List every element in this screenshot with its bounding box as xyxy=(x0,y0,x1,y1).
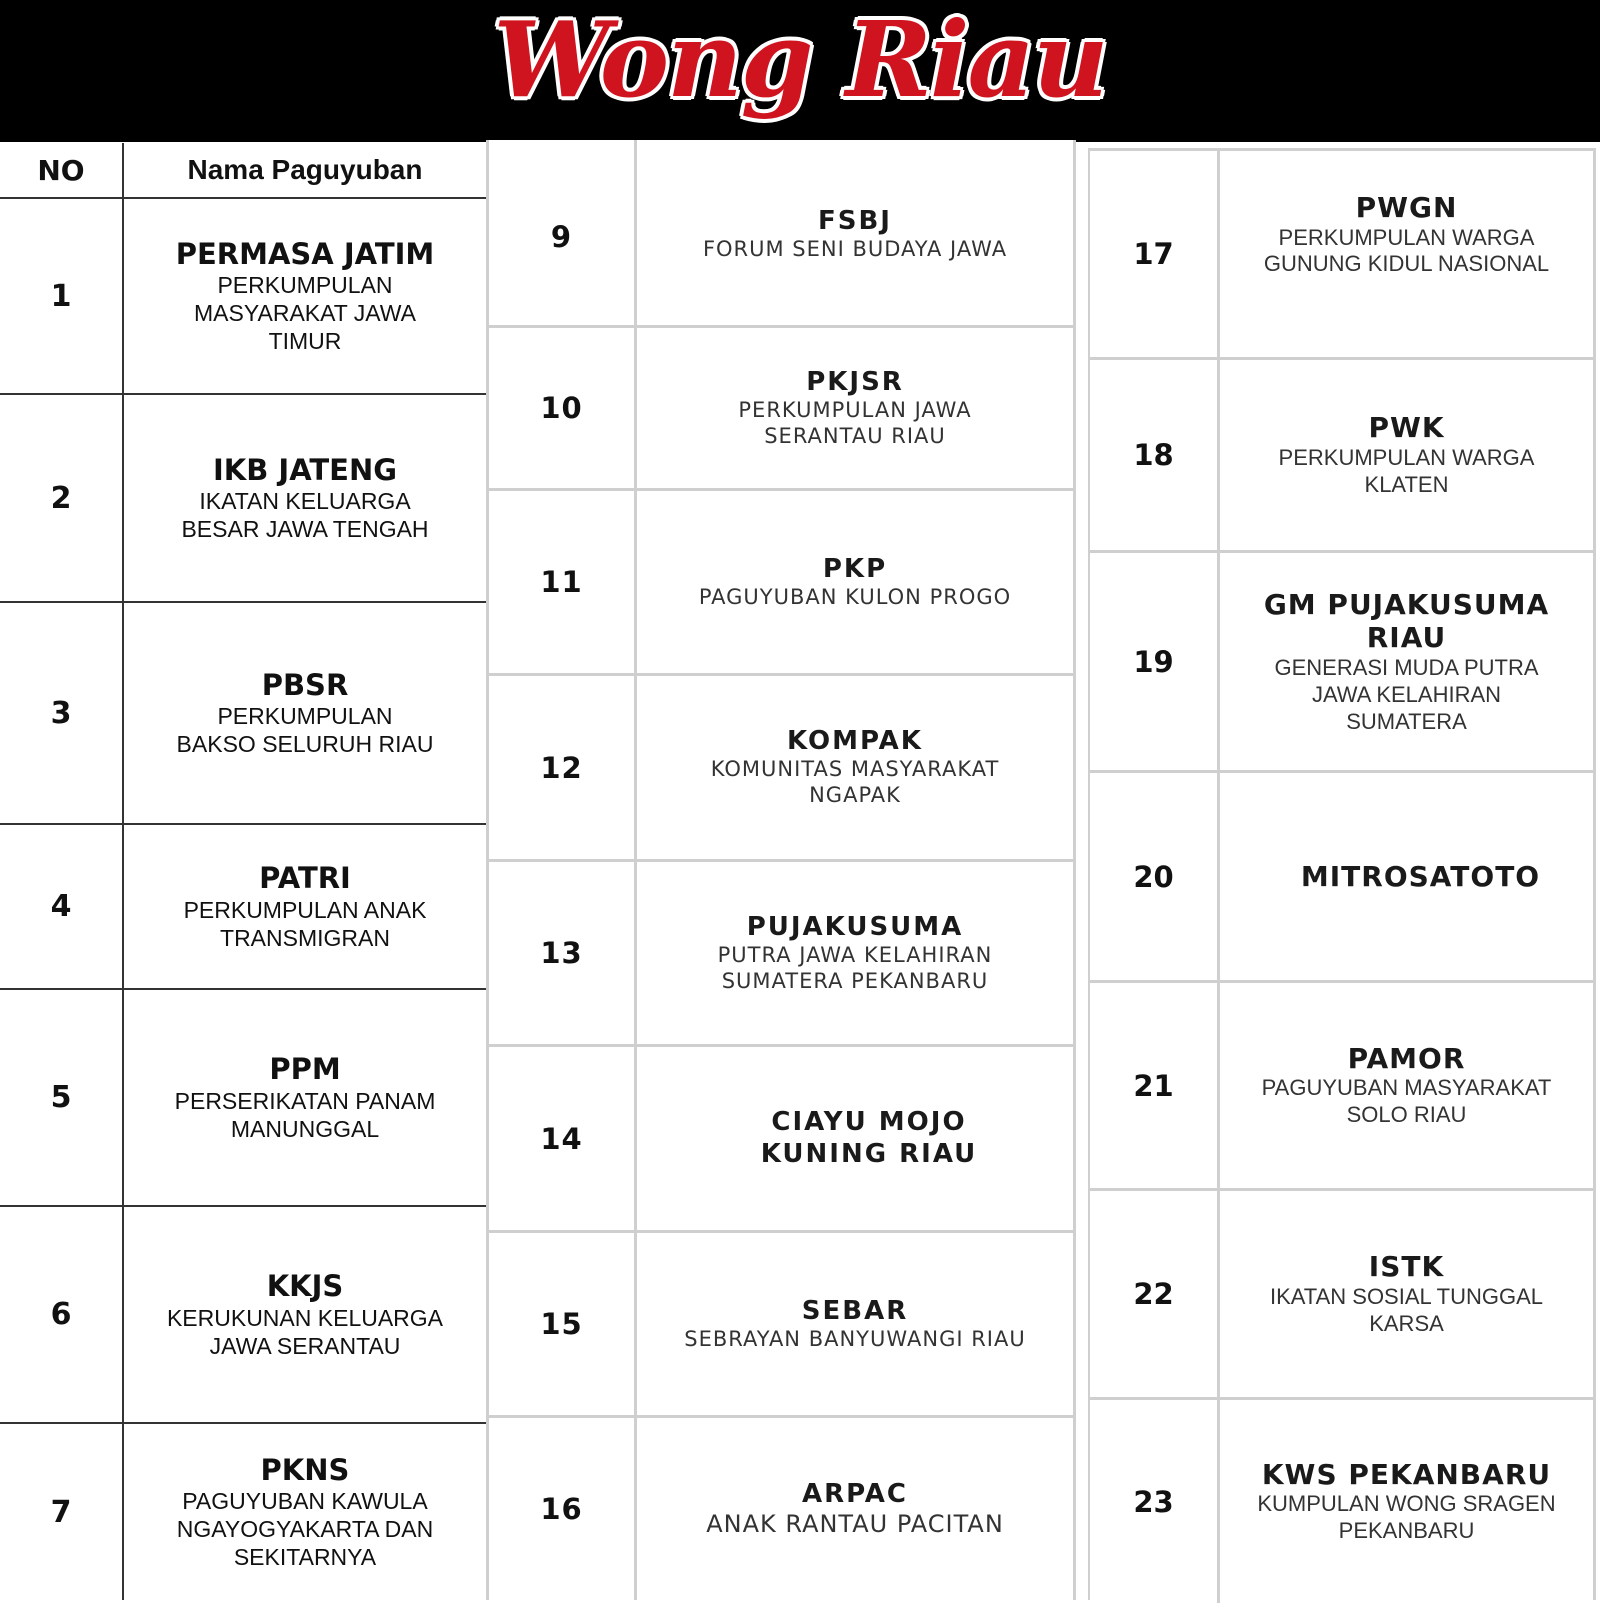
row-abbr: PUJAKUSUMA xyxy=(746,911,964,942)
row-full-name: PAGUYUBAN MASYARAKAT SOLO RIAU xyxy=(1261,1075,1552,1128)
table-column-3 xyxy=(1088,148,1596,1600)
row-name xyxy=(1220,553,1593,770)
row-full-name: KOMUNITAS MASYARAKAT NGAPAK xyxy=(710,757,1000,808)
row-full-name: IKATAN KELUARGA BESAR JAWA TENGAH xyxy=(181,488,429,543)
row-abbr: KKJS xyxy=(266,1269,344,1304)
table-row xyxy=(489,676,1073,862)
row-abbr: PPM xyxy=(269,1052,341,1087)
row-full-name: PERKUMPULAN WARGA GUNUNG KIDUL NASIONAL xyxy=(1263,224,1550,277)
row-number: 20 xyxy=(1090,773,1220,980)
row-name xyxy=(124,199,486,393)
row-abbr: KOMPAK xyxy=(787,726,923,757)
row-full-name: PERKUMPULAN JAWA SERANTAU RIAU xyxy=(738,397,972,448)
row-number: 4 xyxy=(0,825,124,988)
table-row xyxy=(0,395,486,603)
row-name xyxy=(1220,983,1593,1188)
row-abbr: PWGN xyxy=(1355,191,1458,224)
table-row xyxy=(489,328,1073,491)
row-name xyxy=(124,1207,486,1422)
row-number: 15 xyxy=(489,1233,637,1415)
row-abbr: GM PUJAKUSUMA RIAU xyxy=(1263,587,1550,655)
row-full-name: IKATAN SOSIAL TUNGGAL KARSA xyxy=(1269,1283,1544,1336)
row-full-name: PAGUYUBAN KULON PROGO xyxy=(698,584,1012,609)
row-full-name: PUTRA JAWA KELAHIRAN SUMATERA PEKANBARU xyxy=(717,942,993,993)
row-name xyxy=(637,1233,1073,1415)
header-no: NO xyxy=(0,143,124,197)
row-abbr: FSBJ xyxy=(818,206,892,236)
row-abbr: PKP xyxy=(822,553,888,584)
row-abbr: PWK xyxy=(1368,411,1445,445)
row-number: 11 xyxy=(489,491,637,673)
row-number: 3 xyxy=(0,603,124,823)
table-header-row xyxy=(0,143,486,199)
header-name: Nama Paguyuban xyxy=(187,154,423,185)
row-number: 17 xyxy=(1090,151,1220,357)
row-number: 1 xyxy=(0,199,124,393)
table-column-1 xyxy=(0,143,486,1600)
table-row xyxy=(0,1207,486,1424)
row-name xyxy=(124,825,486,988)
table-row xyxy=(489,140,1073,328)
row-full-name: PERSERIKATAN PANAM MANUNGGAL xyxy=(174,1087,436,1142)
row-full-name: FORUM SENI BUDAYA JAWA xyxy=(702,237,1008,262)
row-number: 23 xyxy=(1090,1400,1220,1603)
table-row xyxy=(1090,151,1593,360)
row-number: 21 xyxy=(1090,983,1220,1188)
row-abbr: KWS PEKANBARU xyxy=(1261,1457,1552,1491)
row-name xyxy=(1220,1400,1593,1603)
table-row xyxy=(489,1047,1073,1233)
row-abbr: PKNS xyxy=(260,1452,350,1487)
table-row xyxy=(489,1418,1073,1600)
row-number: 22 xyxy=(1090,1191,1220,1397)
row-number: 14 xyxy=(489,1047,637,1230)
table-row xyxy=(1090,1191,1593,1400)
row-abbr: MITROSATOTO xyxy=(1300,859,1541,893)
table-row xyxy=(0,990,486,1207)
row-name xyxy=(1220,151,1593,357)
row-abbr: PBSR xyxy=(261,667,349,702)
row-number: 12 xyxy=(489,676,637,859)
table-row xyxy=(489,1233,1073,1418)
table-row xyxy=(0,603,486,825)
row-full-name: PAGUYUBAN KAWULA NGAYOGYAKARTA DAN SEKITARNYA xyxy=(176,1488,434,1571)
row-abbr: ARPAC xyxy=(801,1478,908,1509)
row-number: 7 xyxy=(0,1424,124,1600)
table-row xyxy=(0,1424,486,1600)
page-title: Wong Riau xyxy=(493,0,1107,121)
table-row xyxy=(1090,773,1593,983)
table-row xyxy=(0,199,486,395)
table-column-2 xyxy=(486,140,1076,1600)
row-number: 2 xyxy=(0,395,124,601)
table-row xyxy=(0,825,486,990)
row-number: 13 xyxy=(489,862,637,1044)
row-name xyxy=(124,1424,486,1600)
row-name xyxy=(637,676,1073,859)
row-abbr: SEBAR xyxy=(801,1295,909,1326)
row-full-name: GENERASI MUDA PUTRA JAWA KELAHIRAN SUMATERA xyxy=(1274,654,1539,734)
row-abbr: PKJSR xyxy=(806,366,904,397)
table-row xyxy=(1090,1400,1593,1603)
row-abbr: CIAYU MOJO KUNING RIAU xyxy=(760,1107,978,1169)
row-name xyxy=(1220,773,1593,980)
table-row xyxy=(489,862,1073,1047)
row-full-name: PERKUMPULAN BAKSO SELURUH RIAU xyxy=(176,703,434,758)
row-number: 16 xyxy=(489,1418,637,1600)
row-number: 6 xyxy=(0,1207,124,1422)
row-number: 10 xyxy=(489,328,637,488)
row-name xyxy=(637,862,1073,1044)
row-full-name: PERKUMPULAN MASYARAKAT JAWA TIMUR xyxy=(194,272,416,355)
row-number: 18 xyxy=(1090,360,1220,550)
row-full-name: KERUKUNAN KELUARGA JAWA SERANTAU xyxy=(166,1304,444,1359)
row-abbr: PATRI xyxy=(259,861,351,896)
row-name xyxy=(637,1047,1073,1230)
row-abbr: PERMASA JATIM xyxy=(175,236,435,271)
table-row xyxy=(1090,360,1593,553)
row-full-name: SEBRAYAN BANYUWANGI RIAU xyxy=(684,1326,1026,1351)
row-full-name: ANAK RANTAU PACITAN xyxy=(706,1509,1004,1538)
row-number: 19 xyxy=(1090,553,1220,770)
row-name xyxy=(637,1418,1073,1600)
row-abbr: PAMOR xyxy=(1347,1041,1466,1075)
row-name xyxy=(637,328,1073,488)
row-abbr: IKB JATENG xyxy=(212,452,398,487)
row-name xyxy=(637,491,1073,673)
row-name xyxy=(124,395,486,601)
row-name xyxy=(1220,360,1593,550)
row-name xyxy=(124,603,486,823)
row-number: 5 xyxy=(0,990,124,1205)
table-row xyxy=(489,491,1073,676)
row-full-name: PERKUMPULAN WARGA KLATEN xyxy=(1278,444,1535,497)
row-number: 9 xyxy=(489,140,637,325)
row-name xyxy=(1220,1191,1593,1397)
table-row xyxy=(1090,983,1593,1191)
row-name xyxy=(637,140,1073,325)
row-full-name: KUMPULAN WONG SRAGEN PEKANBARU xyxy=(1257,1491,1556,1544)
row-name xyxy=(124,990,486,1205)
row-full-name: PERKUMPULAN ANAK TRANSMIGRAN xyxy=(183,896,427,951)
table-row xyxy=(1090,553,1593,773)
row-abbr: ISTK xyxy=(1368,1250,1445,1284)
